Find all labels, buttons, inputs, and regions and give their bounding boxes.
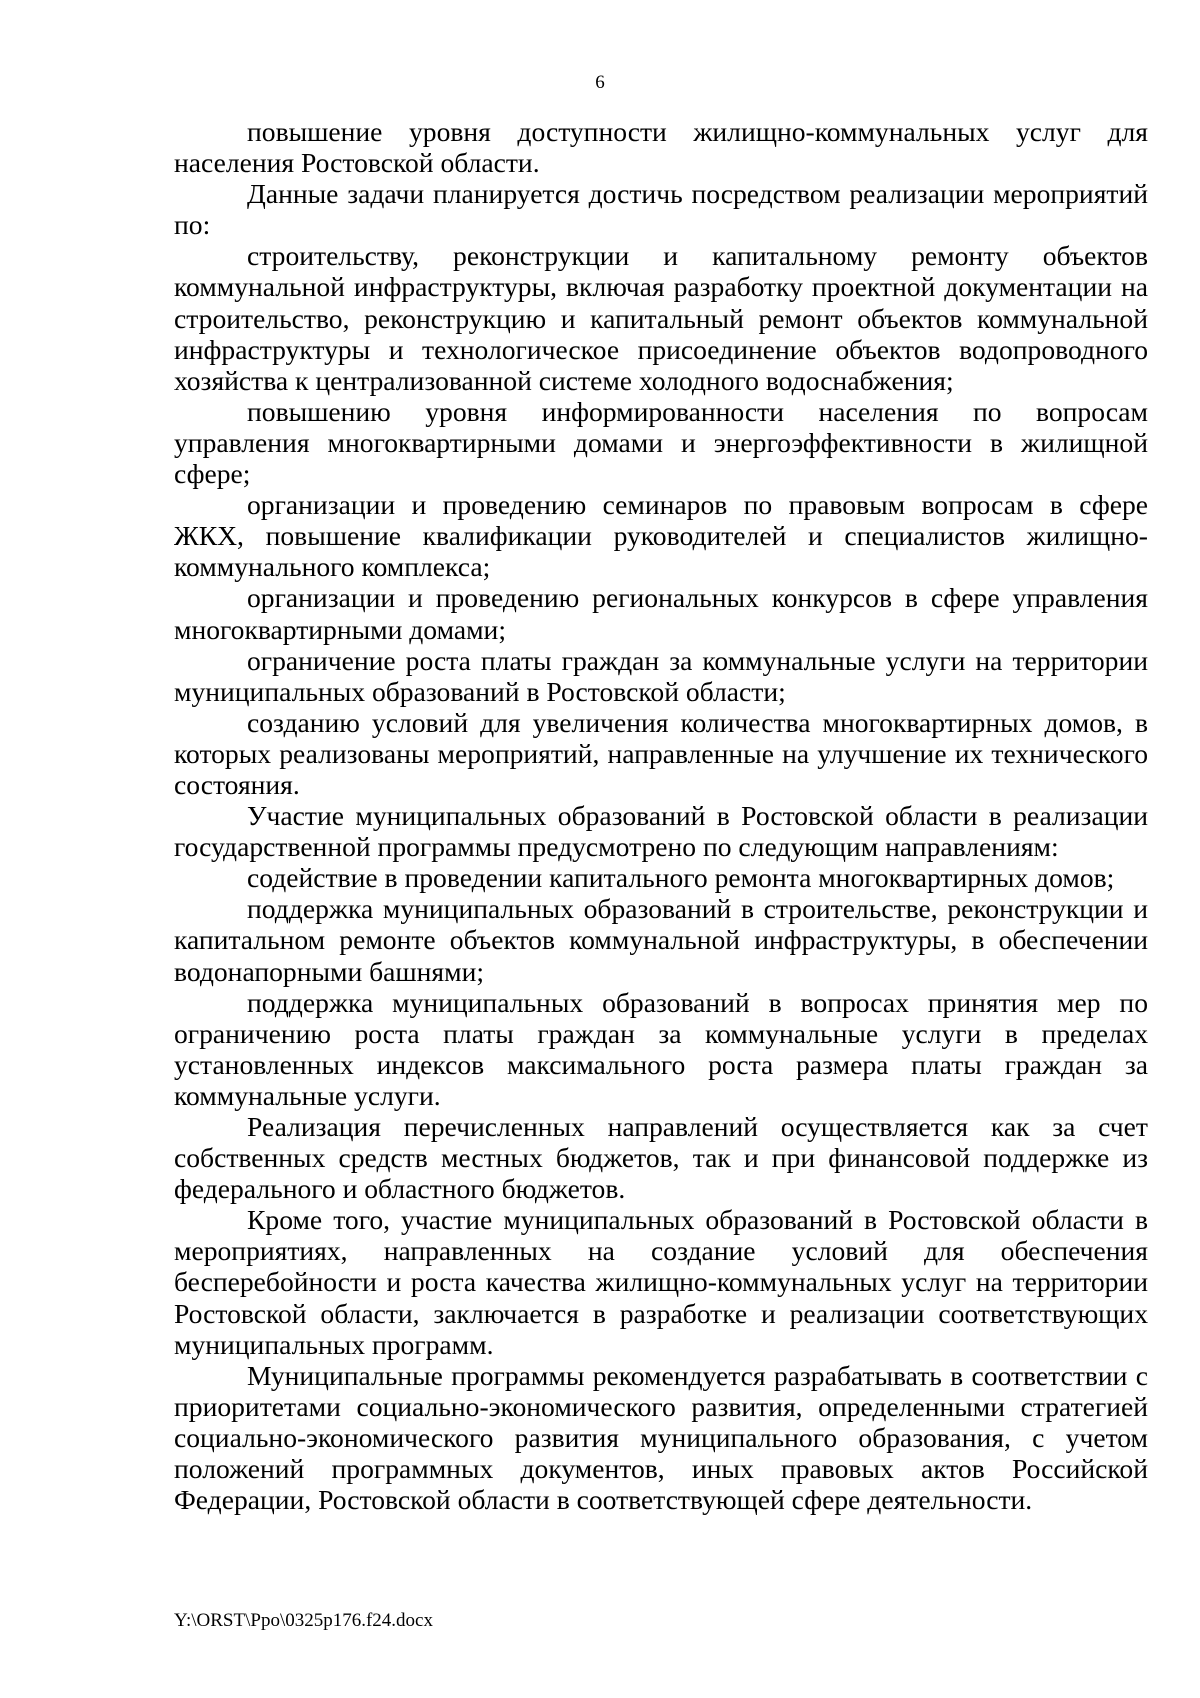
paragraph: повышение уровня доступности жилищно-коммунальных услуг для населения Ростовской области. — [174, 116, 1148, 179]
paragraph: строительству, реконструкции и капитальному ремонту объектов коммунальной инфраструктуры, включая разработку проектной документации на строительство, реконструкцию и капитальный ремонт объектов коммунальной инфраструктуры и технологическое присоединение объектов водопроводного хозяйства к централизованной системе холодного водоснабжения; — [174, 240, 1148, 396]
paragraph: поддержка муниципальных образований в вопросах принятия мер по ограничению роста платы граждан за коммунальные услуги в пределах установленных индексов максимального роста размера платы граждан за коммунальные услуги. — [174, 986, 1148, 1111]
paragraph: Данные задачи планируется достичь посредством реализации мероприятий по: — [174, 178, 1148, 241]
file-path-footer: Y:\ORST\Ppo\0325p176.f24.docx — [174, 1610, 433, 1631]
paragraph: поддержка муниципальных образований в строительстве, реконструкции и капитальном ремонте объектов коммунальной инфраструктуры, в обеспечении водонапорными башнями; — [174, 893, 1148, 987]
paragraph: повышению уровня информированности населения по вопросам управления многоквартирными домами и энергоэффективности в жилищной сфере; — [174, 395, 1148, 490]
page-number: 6 — [595, 72, 605, 93]
paragraph: содействие в проведении капитального ремонта многоквартирных домов; — [247, 862, 1115, 894]
paragraph: Участие муниципальных образований в Ростовской области в реализации государственной программы предусмотрено по следующим направлениям: — [174, 800, 1148, 863]
paragraph: организации и проведению семинаров по правовым вопросам в сфере ЖКХ, повышение квалификации руководителей и специалистов жилищно-коммунального комплекса; — [174, 489, 1148, 583]
document-body — [174, 116, 1148, 1515]
paragraph: Кроме того, участие муниципальных образований в Ростовской области в мероприятиях, направленных на создание условий для обеспечения бесперебойности и роста качества жилищно-коммунальных услуг на территории Ростовской области, заключается в разработке и реализации соответствующих муниципальных программ. — [174, 1204, 1148, 1360]
paragraph: Муниципальные программы рекомендуется разрабатывать в соответствии с приоритетами социально-экономического развития, определенными стратегией социально-экономического развития муниципального образования, с учетом положений программных документов, иных правовых актов Российской Федерации, Ростовской области в соответствующей сфере деятельности. — [174, 1359, 1148, 1516]
paragraph: Реализация перечисленных направлений осуществляется как за счет собственных средств местных бюджетов, так и при финансовой поддержке из федерального и областного бюджетов. — [174, 1111, 1148, 1205]
paragraph: созданию условий для увеличения количества многоквартирных домов, в которых реализованы мероприятий, направленные на улучшение их технического состояния. — [174, 706, 1148, 800]
paragraph: организации и проведению региональных конкурсов в сфере управления многоквартирными домами; — [174, 582, 1148, 645]
paragraph: ограничение роста платы граждан за коммунальные услуги на территории муниципальных образований в Ростовской области; — [174, 644, 1148, 707]
